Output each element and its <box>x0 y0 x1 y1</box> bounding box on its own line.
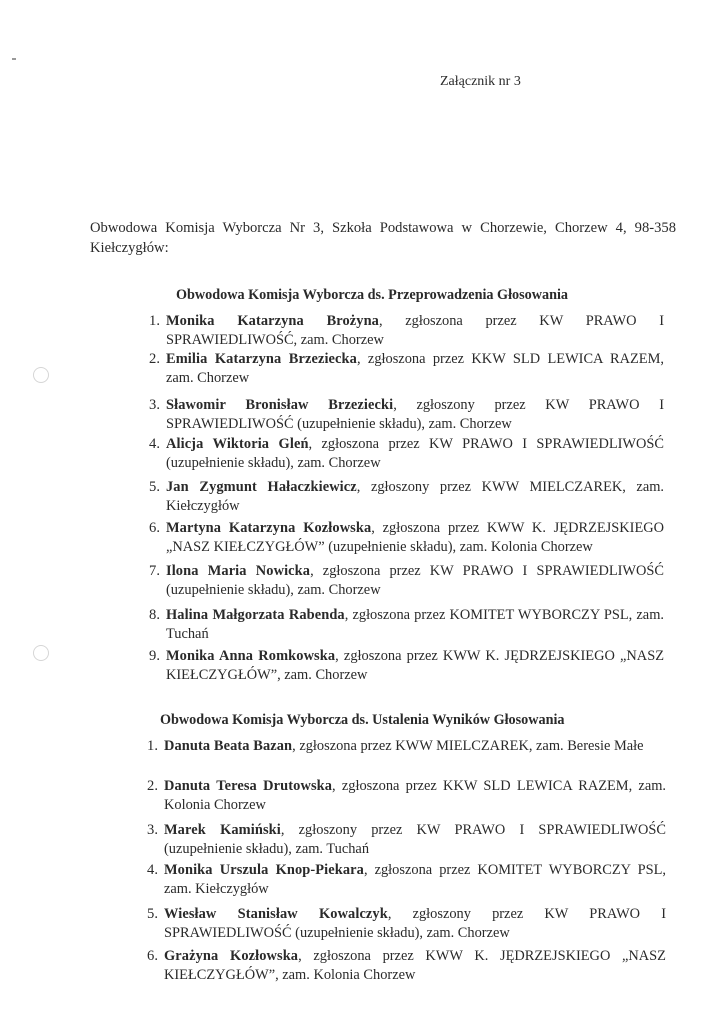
item-number: 9. <box>149 648 160 664</box>
member-entry <box>164 737 666 756</box>
item-number: 6. <box>149 520 160 536</box>
item-number: 3. <box>147 822 158 838</box>
member-entry <box>166 350 664 388</box>
member-entry <box>166 312 664 350</box>
member-name: Wiesław Stanisław Kowalczyk <box>164 906 388 922</box>
member-name: Monika Katarzyna Brożyna <box>166 313 379 329</box>
item-number: 2. <box>147 778 158 794</box>
item-number: 4. <box>147 862 158 878</box>
item-number: 3. <box>149 397 160 413</box>
member-name: Jan Zygmunt Hałaczkiewicz <box>166 479 357 495</box>
member-details: , zgłoszona przez KKW SLD LEWICA RAZEM, zam. Kolonia Chorzew <box>164 778 666 813</box>
member-name: Emilia Katarzyna Brzeziecka <box>166 351 357 367</box>
member-details: , zgłoszona przez KOMITET WYBORCZY PSL, zam. Kiełczygłów <box>164 862 666 897</box>
item-number: 6. <box>147 948 158 964</box>
member-name: Sławomir Bronisław Brzeziecki <box>166 397 394 413</box>
member-name: Martyna Katarzyna Kozłowska <box>166 520 372 536</box>
member-details: , zgłoszony przez KWW MIELCZAREK, zam. Kiełczygłów <box>166 479 664 514</box>
punch-hole <box>33 367 49 383</box>
member-entry <box>164 821 666 859</box>
member-entry <box>164 777 666 815</box>
member-details: , zgłoszona przez KWW K. JĘDRZEJSKIEGO „NASZ KIEŁCZYGŁÓW”, zam. Chorzew <box>166 648 664 683</box>
section-title-voting: Obwodowa Komisja Wyborcza ds. Przeprowadzenia Głosowania <box>176 287 569 303</box>
member-name: Marek Kamiński <box>164 822 281 838</box>
member-name: Halina Małgorzata Rabenda <box>166 607 345 623</box>
item-number: 8. <box>149 607 160 623</box>
member-name: Danuta Teresa Drutowska <box>164 778 333 794</box>
member-details: , zgłoszona przez KW PRAWO I SPRAWIEDLIWOŚĆ (uzupełnienie składu), zam. Chorzew <box>166 436 664 471</box>
member-entry <box>164 905 666 943</box>
member-name: Grażyna Kozłowska <box>164 948 299 964</box>
member-name: Alicja Wiktoria Gleń <box>166 436 309 452</box>
member-name: Monika Urszula Knop-Piekara <box>164 862 364 878</box>
member-details: , zgłoszony przez KW PRAWO I SPRAWIEDLIWOŚĆ (uzupełnienie składu), zam. Tuchań <box>164 822 666 857</box>
member-name: Danuta Beata Bazan <box>164 738 293 754</box>
member-entry <box>166 562 664 600</box>
punch-hole <box>33 645 49 661</box>
item-number: 5. <box>149 479 160 495</box>
item-number: 1. <box>149 313 160 329</box>
member-entry <box>166 478 664 516</box>
member-entry <box>166 606 664 644</box>
commission-header: Obwodowa Komisja Wyborcza Nr 3, Szkoła Podstawowa w Chorzewie, Chorzew 4, 98-358 Kiełczygłów: <box>90 220 676 256</box>
member-details: , zgłoszona przez KW PRAWO I SPRAWIEDLIWOŚĆ (uzupełnienie składu), zam. Chorzew <box>166 563 665 598</box>
attachment-label: Załącznik nr 3 <box>440 74 521 89</box>
item-number: 2. <box>149 351 160 367</box>
member-details: , zgłoszona przez KW PRAWO I SPRAWIEDLIWOŚĆ, zam. Chorzew <box>166 313 664 348</box>
item-number: 4. <box>149 436 160 452</box>
member-details: , zgłoszony przez KW PRAWO I SPRAWIEDLIWOŚĆ (uzupełnienie składu), zam. Chorzew <box>164 906 666 941</box>
member-details: , zgłoszona przez KWW K. JĘDRZEJSKIEGO „NASZ KIEŁCZYGŁÓW”, zam. Kolonia Chorzew <box>164 948 666 983</box>
member-entry <box>164 947 666 985</box>
member-details: , zgłoszona przez KWW K. JĘDRZEJSKIEGO „NASZ KIEŁCZYGŁÓW” (uzupełnienie składu), zam. Kolonia Chorzew <box>166 520 665 555</box>
item-number: 7. <box>149 563 160 579</box>
item-number: 5. <box>147 906 158 922</box>
member-name: Monika Anna Romkowska <box>166 648 336 664</box>
member-entry <box>166 396 664 434</box>
member-entry <box>164 861 666 899</box>
item-number: 1. <box>147 738 158 754</box>
member-entry <box>166 647 664 685</box>
section-title-results: Obwodowa Komisja Wyborcza ds. Ustalenia Wyników Głosowania <box>160 712 565 728</box>
member-entry <box>166 519 664 557</box>
member-details: , zgłoszona przez KKW SLD LEWICA RAZEM, zam. Chorzew <box>166 351 664 386</box>
member-name: Ilona Maria Nowicka <box>166 563 311 579</box>
scan-mark <box>12 58 16 60</box>
member-details: , zgłoszony przez KW PRAWO I SPRAWIEDLIWOŚĆ (uzupełnienie składu), zam. Chorzew <box>166 397 664 432</box>
member-details: , zgłoszona przez KWW MIELCZAREK, zam. Beresie Małe <box>292 738 644 754</box>
member-details: , zgłoszona przez KOMITET WYBORCZY PSL, zam. Tuchań <box>166 607 664 642</box>
member-entry <box>166 435 664 473</box>
